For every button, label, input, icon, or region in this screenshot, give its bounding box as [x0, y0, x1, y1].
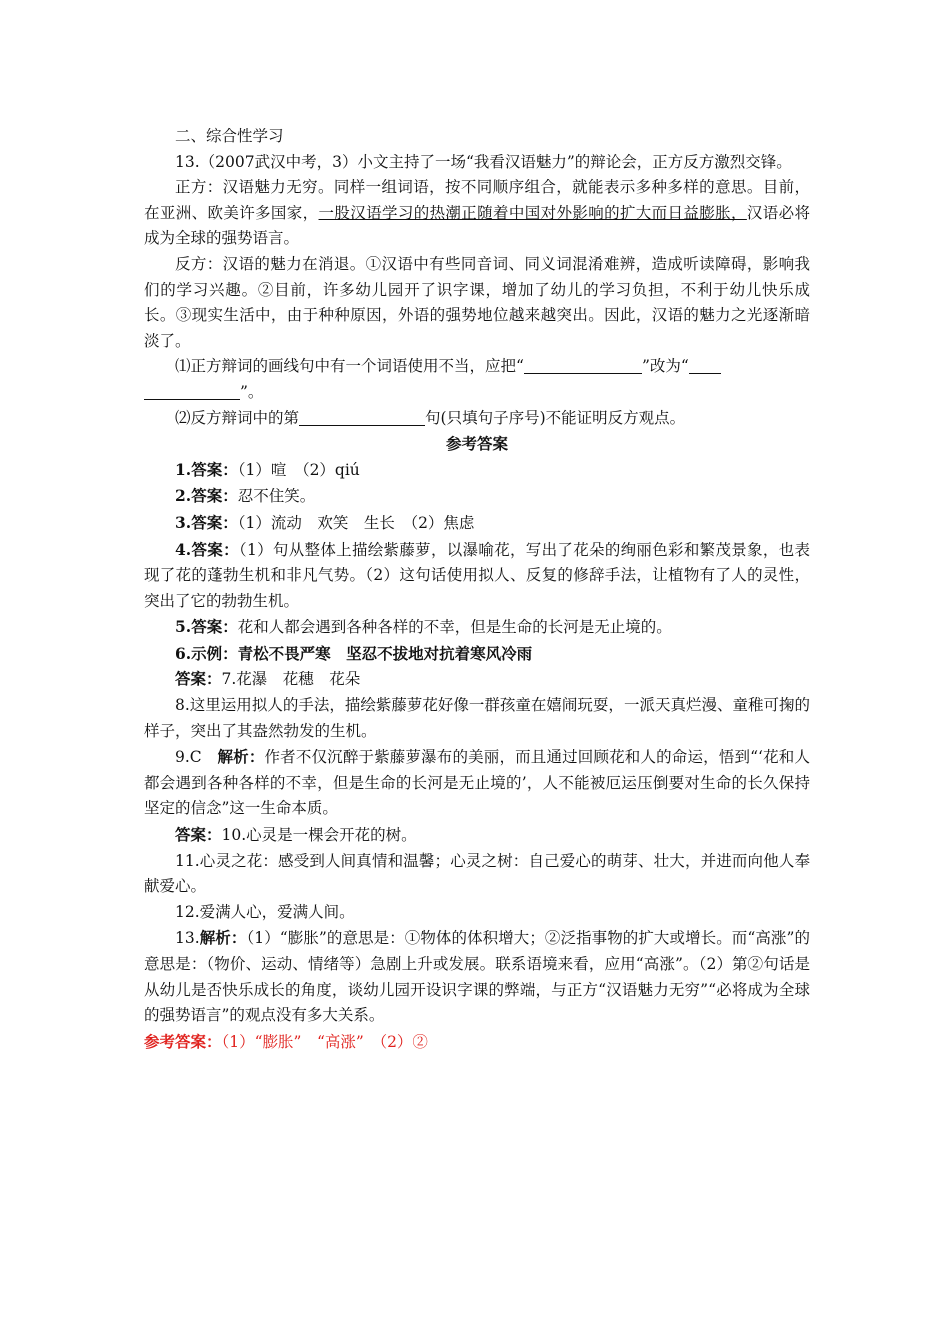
sub-question-2: ⑵反方辩词中的第 句(只填句子序号)不能证明反方观点。: [175, 408, 686, 427]
answer-13: 13.解析：（1）“膨胀”的意思是：①物体的体积增大；②泛指事物的扩大或增长。而“高涨”的意思是：（物价、运动、情绪等）急剧上升或发展。联系语境来看，应用“高涨”。（2）第②句话是从幼儿是否快乐成长的角度，谈幼儿园开设识字课的弊端，与正方“汉语魅力无穷”“必将成为全球的强势语言”的观点没有多大关系。: [144, 928, 810, 1025]
pro-statement: 正方：汉语魅力无穷。同样一组词语，按不同顺序组合，就能表示多种多样的意思。目前，在亚洲、欧美许多国家，一股汉语学习的热潮正随着中国对外影响的扩大而日益膨胀，汉语必将成为全球的强势语言。: [144, 178, 810, 248]
answer-6: 6.示例：青松不畏严寒 坚忍不拔地对抗着寒风冷雨: [175, 643, 533, 663]
sub-question-1: ⑴正方辩词的画线句中有一个词语使用不当，应把“ ”改为“ ”。: [144, 354, 810, 405]
answer-12: 12.爱满人心，爱满人间。: [175, 902, 355, 921]
document-page: [144, 124, 810, 1055]
answer-blank-3[interactable]: [299, 409, 425, 426]
answer-blank-2a[interactable]: [689, 357, 721, 374]
answer-3: 3.答案：（1）流动 欢笑 生长 （2）焦虑: [175, 512, 475, 532]
underlined-sentence: 一股汉语学习的热潮正随着中国对外影响的扩大而日益膨胀，: [318, 203, 747, 222]
answer-blank-1[interactable]: [524, 357, 642, 374]
answer-11: 11.心灵之花：感受到人间真情和温馨；心灵之树：自己爱心的萌芽、壮大，并进而向他人奉献爱心。: [144, 851, 810, 896]
question-13-intro: 13.（2007武汉中考，3）小文主持了一场“我看汉语魅力”的辩论会，正方反方激烈交锋。: [175, 152, 792, 171]
answer-7: 答案：7.花瀑 花穗 花朵: [175, 669, 361, 689]
answer-5: 5.答案：花和人都会遇到各种各样的不幸，但是生命的长河是无止境的。: [175, 617, 672, 637]
answer-1: 1.答案：（1）喧 （2）qiú: [175, 459, 360, 479]
answer-4: 4.答案：（1）句从整体上描绘紫藤萝，以瀑喻花，写出了花朵的绚丽色彩和繁茂景象，也表现了花的蓬勃生机和非凡气势。（2）这句话使用拟人、反复的修辞手法，让植物有了人的灵性，突出了它的勃勃生机。: [144, 539, 810, 610]
answer-10: 答案：10.心灵是一棵会开花的树。: [175, 825, 417, 845]
answer-8: 8.这里运用拟人的手法，描绘紫藤萝花好像一群孩童在嬉闹玩耍，一派天真烂漫、童稚可掬的样子，突出了其盎然勃发的生机。: [144, 696, 810, 740]
answer-2: 2.答案：忍不住笑。: [175, 486, 316, 506]
con-statement: 反方：汉语的魅力在消退。①汉语中有些同音词、同义词混淆难辨，造成听读障碍，影响我们的学习兴趣。②目前，许多幼儿园开了识字课，增加了幼儿的学习负担，不利于幼儿快乐成长。③现实生活中，由于种种原因，外语的强势地位越来越突出。因此，汉语的魅力之光逐渐暗淡了。: [144, 254, 810, 350]
answer-blank-2b[interactable]: [144, 383, 240, 400]
section-title: 二、综合性学习: [175, 127, 284, 145]
answer-9: 9.C 解析：作者不仅沉醉于紫藤萝瀑布的美丽，而且通过回顾花和人的命运，悟到“‘花和人都会遇到各种各样的不幸，但是生命的长河是无止境的’，人不能被厄运压倒要对生命的长久保持坚定的信念”这一生命本质。: [144, 747, 810, 818]
final-answer: 参考答案：（1）“膨胀” “高涨” （2）②: [144, 1031, 428, 1051]
answers-title: 参考答案: [445, 434, 508, 454]
